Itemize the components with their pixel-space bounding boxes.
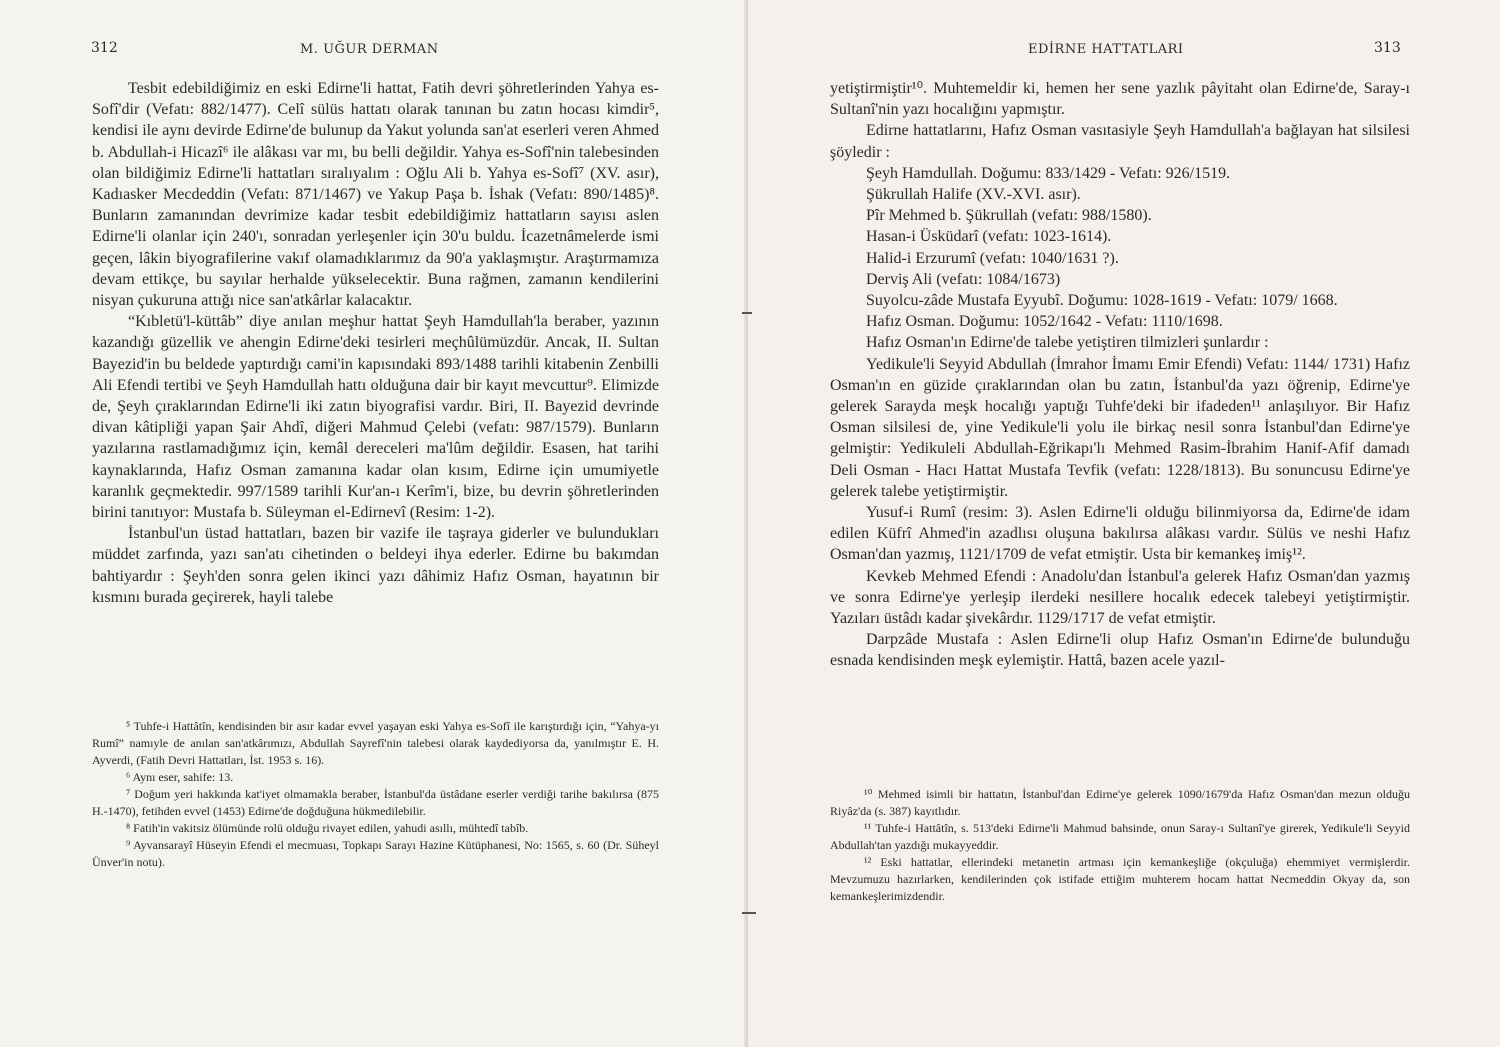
paragraph: Darpzâde Mustafa : Aslen Edirne'li olup Hafız Osman'ın Edirne'de bulunduğu esnada kendisinden meşk eylemiştir. Hattâ, bazen acele yazıl- [830,631,1410,670]
footnote: ⁷ Doğum yeri hakkında kat'iyet olmamakla beraber, İstanbul'da üstâdane eserler verdiği tarihe bakılırsa (875 H.-1470), fetihden evvel (1453) Edirne'de doğduğuna hükmedilebilir. [92,787,659,818]
paragraph: Tesbit edebildiğimiz en eski Edirne'li hattat, Fatih devri şöhretlerinden Yahya es-Sofî'dir (Vefatı: 882/1477). Celî sülüs hattatı olarak tanınan bu zatın hocası kimdir⁵, kendisi ile aynı devirde Edirne'de bulunup da Yakut yolunda san'at eserleri veren Ahmed b. Abdullah-i Hicazî⁶ ile alâkası var mı, bu belli değildir. Yahya es-Sofî'nin talebesinden olan bildiğimiz Edirne'li hattatları sıralıyalım : Oğlu Ali b. Yahya es-Sofî⁷ (XV. asır), Kadıasker Mecdeddin (Vefatı: 871/1467) ve Yakup Paşa b. İshak (Vefatı: 890/1485)⁸. Bunların zamanından devrimize kadar tesbit edebildiğimiz hattatların sayısı aslen Edirne'li olanlar için 240'ı, sonradan yerleşenler için 30'u buldu. İcazetnâmelerde ismi geçen, lâkin biyografilerine vakıf olamadıklarımız da 90'a yaklaşmıştır. Araştırmamıza devam ettikçe, bu sayılar herhalde yükselecektir. Buna rağmen, zamanın kendilerini nisyan çukuruna attığı nice san'atkârlar kalacaktır. [92,80,659,310]
footnote: ⁵ Tuhfe-i Hattâtîn, kendisinden bir asır kadar evvel yaşayan eski Yahya es-Sofî ile karıştırdığı için, “Yahya-yı Rumî” namıyle de anılan san'atkârımızı, Abdullah Sayrefî'nin talebesi olarak kaydediyorsa da, yanılmıştır E. H. Ayverdi, (Fatih Devri Hattatları, İst. 1953 s. 16). [92,719,659,767]
lineage-item: Hasan-i Üsküdarî (vefatı: 1023-1614). [866,228,1112,246]
paragraph: “Kıbletü'l-küttâb” diye anılan meşhur hattat Şeyh Hamdullah'la beraber, yazının kazandığı güzellik ve ahengin Edirne'deki tesirleri meçhûlümüzdür. Ancak, II. Sultan Bayezid'in bu beldede yaptırdığı cami'in kapısındaki 893/1488 tarihli kitabenin Zenbilli Ali Efendi tertibi ve Şeyh Hamdullah hattı olduğuna dair bir kayıt mevcuttur⁹. Elimizde de, Şeyh çıraklarından Edirne'li iki zatın biyografisi vardır. Biri, II. Bayezid devrinde divan kâtipliği yapan Şair Ahdî, diğeri Mahmud Çelebi (vefatı: 987/1579). Bunların yazılarına rastlamadığımız için, kemâl dereceleri ma'lûm değildir. Esasen, hat tarihi kaynaklarında, Hafız Osman zamanına kadar olan kısım, Edirne için umumiyetle karanlık geçmektedir. 997/1589 tarihli Kur'an-ı Kerîm'i, bize, bu devrin şöhretlerinden birini tanıtıyor: Mustafa b. Süleyman el-Edirnevî (Resim: 1-2). [92,313,659,522]
lineage-item: Halid-i Erzurumî (vefatı: 1040/1631 ?). [866,249,1119,267]
running-head: EDİRNE HATTATLARI [1028,42,1184,57]
footnote: ¹² Eski hattatlar, ellerindeki metanetin artması için kemankeşliğe (okçuluğa) ehemmiyet vermişlerdir. Mevzumuzu hazırlarken, kendilerinden çok istifade ettiğim muhterem hocam hattat Necmeddin Okyay da, son kemankeşlerimizdendir. [830,855,1410,903]
running-head: M. UĞUR DERMAN [300,42,439,57]
lineage-item: Pîr Mehmed b. Şükrullah (vefatı: 988/1580). [866,207,1152,225]
footnote: ¹¹ Tuhfe-i Hattâtîn, s. 513'deki Edirne'li Mahmud bahsinde, onun Saray-ı Sultanî'ye girerek, Yedikule'li Seyyid Abdullah'tan yazdığı mukayyeddir. [830,821,1410,852]
registration-mark [742,312,752,314]
registration-mark [742,912,756,914]
right-body [830,78,1410,672]
left-page [0,0,748,1047]
lineage-item: Şeyh Hamdullah. Doğumu: 833/1429 - Vefatı: 926/1519. [866,164,1231,182]
page-number: 312 [91,40,118,56]
right-page [748,0,1500,1047]
left-footnotes [92,718,659,871]
page-number: 313 [1374,40,1401,56]
paragraph: Edirne hattatlarını, Hafız Osman vasıtasiyle Şeyh Hamdullah'a bağlayan hat silsilesi şöyledir : [830,122,1410,161]
footnote: ⁹ Ayvansarayî Hüseyin Efendi el mecmuası, Topkapı Sarayı Hazine Kütüphanesi, No: 1565, s. 60 (Dr. Süheyl Ünver'in notu). [92,838,659,869]
lineage-item: Hafız Osman. Doğumu: 1052/1642 - Vefatı: 1110/1698. [866,313,1223,331]
footnote: ⁶ Aynı eser, sahife: 13. [126,770,234,784]
lineage-item: Derviş Ali (vefatı: 1084/1673) [866,270,1061,288]
footnote: ⁸ Fatih'in vakitsiz ölümünde rolü olduğu rivayet edilen, yahudi asıllı, mühtedî tabîb. [126,821,529,835]
footnote: ¹⁰ Mehmed isimli bir hattatın, İstanbul'dan Edirne'ye gelerek 1090/1679'da Hafız Osman'dan mezun olduğu Riyâz'da (s. 387) kayıtlıdır. [830,787,1410,818]
paragraph: Yedikule'li Seyyid Abdullah (İmrahor İmamı Emir Efendi) Vefatı: 1144/ 1731) Hafız Osman'ın en güzide çıraklarından olan bu zatın, İstanbul'da yazı öğrenip, Edirne'ye gelerek Sarayda meşk hocalığı yaptığı Tuhfe'deki bir ifadeden¹¹ anlaşılıyor. Bir Hafız Osman silsilesi de, yine Yedikule'li yolu ile birkaç nesil sonra İstanbul'dan Edirne'ye gelmiştir: Yedikuleli Abdullah-Eğrikapı'lı Mehmed Rasim-İbrahim Hanif-Afif damadı Deli Osman - Hacı Hattat Mustafa Tevfik (vefatı: 1228/1813). Bu sonuncusu Edirne'ye gelerek talebe yetiştirmiştir. [830,355,1410,500]
paragraph: yetiştirmiştir¹⁰. Muhtemeldir ki, hemen her sene yazlık pâyitaht olan Edirne'de, Saray-ı Sultanî'nin yazı hocalığını yapmıştır. [830,80,1410,119]
paragraph: İstanbul'un üstad hattatları, bazen bir vazife ile taşraya giderler ve bulundukları müddet zarfında, yazı san'atı cihetinden o beldeyi ihya ederler. Edirne bu bakımdan bahtiyardır : Şeyh'den sonra gelen ikinci yazı dâhimiz Hafız Osman, hayatının bir kısmını burada geçirerek, hayli talebe [92,525,659,606]
left-body [92,78,659,608]
paragraph: Kevkeb Mehmed Efendi : Anadolu'dan İstanbul'a gelerek Hafız Osman'dan yazmış ve sonra Edirne'ye yerleşip ilerdeki nesillere hocalık edecek talebeyi yetiştirmiştir. Yazıları üstâdı kadar şivekârdır. 1129/1717 de vefat etmiştir. [830,567,1410,628]
lineage-item: Şükrullah Halife (XV.-XVI. asır). [866,186,1081,204]
paragraph: Hafız Osman'ın Edirne'de talebe yetiştiren tilmizleri şunlardır : [866,334,1269,352]
paragraph: Yusuf-i Rumî (resim: 3). Aslen Edirne'li olduğu bilinmiyorsa da, Edirne'de idam edilen Küfrî Ahmed'in azadlısı oluşuna bakılırsa alâkası vardır. Sülüs ve neshi Hafız Osman'dan yazmış, 1121/1709 de vefat etmiştir. Usta bir kemankeş imiş¹². [830,504,1410,564]
right-footnotes [830,786,1410,905]
lineage-list [830,163,1410,333]
lineage-item: Suyolcu-zâde Mustafa Eyyubî. Doğumu: 1028-1619 - Vefatı: 1079/ 1668. [866,292,1338,310]
